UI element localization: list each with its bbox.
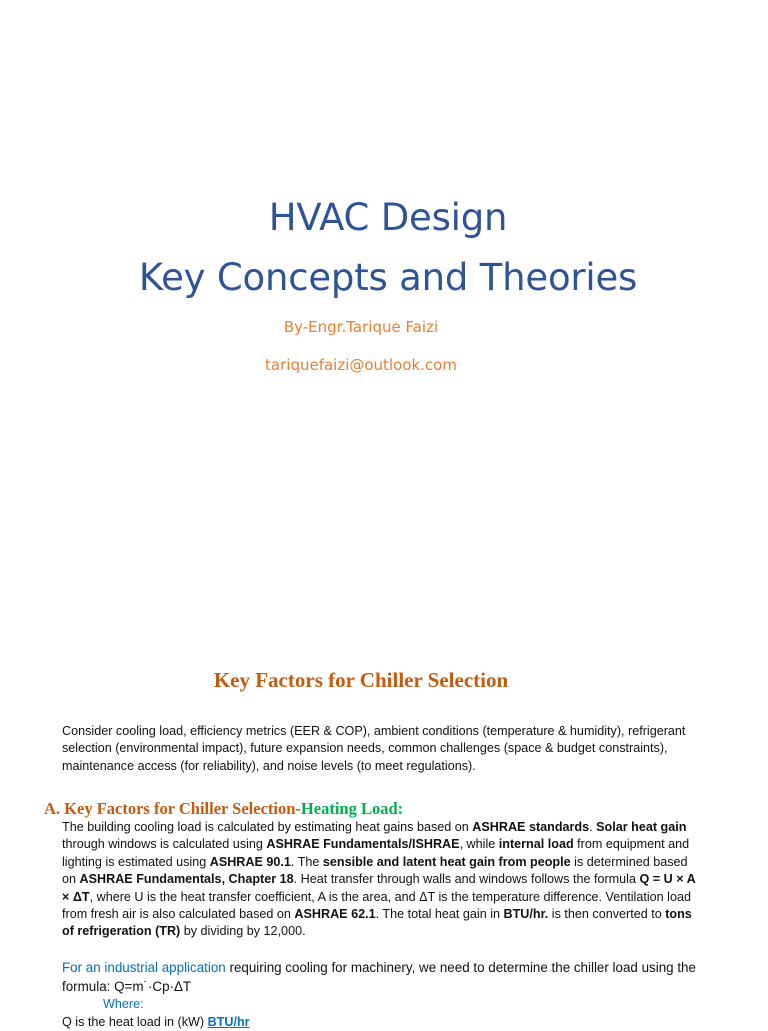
text-run: by dividing by 12,000.	[180, 924, 306, 939]
heat-load-unit-link[interactable]: BTU/hr	[207, 1015, 250, 1029]
text-run: is determined based on	[62, 854, 688, 887]
document-title-line-1: HVAC Design	[268, 196, 508, 239]
bold-run: ASHRAE standards	[472, 820, 590, 834]
text-run: . The total heat gain in	[375, 907, 504, 922]
subsection-heading-main: A. Key Factors for Chiller Selection-	[44, 799, 301, 818]
section-heading: Key Factors for Chiller Selection	[213, 668, 509, 692]
bold-run: ASHRAE Fundamentals/ISHRAE	[266, 837, 460, 852]
industrial-lead: For an industrial application	[62, 960, 226, 975]
industrial-rest: requiring cooling for machinery, we need to determine the chiller load using the formula: Q=m˙·Cp·ΔT	[62, 960, 696, 994]
heat-load-definition	[62, 1014, 250, 1031]
bold-run: ASHRAE Fundamentals, Chapter 18	[79, 872, 294, 887]
industrial-application-paragraph	[62, 959, 712, 996]
where-label: Where:	[103, 997, 144, 1011]
text-run: .	[589, 820, 597, 834]
text-run: through windows is calculated using	[62, 837, 267, 852]
bold-run: ASHRAE 90.1	[209, 854, 291, 869]
bold-run: ASHRAE 62.1	[294, 907, 376, 922]
bold-run: tons of refrigeration (TR)	[62, 907, 692, 939]
text-run: from equipment and lighting is estimated using	[62, 837, 690, 869]
subsection-heading	[44, 798, 403, 820]
text-run: , while	[459, 837, 499, 852]
bold-run: Q = U × A × ΔT	[62, 872, 696, 904]
bold-run: sensible and latent heat gain from people	[322, 854, 571, 869]
bold-run: Solar heat gain	[596, 820, 687, 834]
author-email: tariquefaizi@outlook.com	[265, 356, 457, 374]
text-run: is then converted to	[548, 907, 666, 922]
document-title-line-2: Key Concepts and Theories	[138, 256, 638, 299]
text-run: . The	[290, 854, 323, 869]
intro-paragraph: Consider cooling load, efficiency metrics (EER & COP), ambient conditions (temperature & humidity), refrigerant selection (environmental impact), future expansion needs, common challenges (space & budget constraints), maintenance access (for reliability), and noise levels (to meet regulations).	[62, 724, 686, 773]
text-run: . Heat transfer through walls and windows follows the formula	[293, 872, 640, 887]
text-run: , where U is the heat transfer coefficient, A is the area, and ΔT is the temperature difference. Ventilation load from fresh air is also calculated based on	[62, 889, 691, 922]
heat-load-paragraph	[62, 819, 704, 941]
subsection-heading-accent: Heating Load:	[300, 799, 404, 818]
heat-load-text: Q is the heat load in (kW)	[62, 1015, 208, 1029]
bold-run: internal load	[498, 837, 574, 852]
bold-run: BTU/hr.	[503, 907, 549, 922]
author-name: By-Engr.Tarique Faizi	[283, 318, 439, 336]
text-run: The building cooling load is calculated by estimating heat gains based on	[62, 820, 473, 834]
